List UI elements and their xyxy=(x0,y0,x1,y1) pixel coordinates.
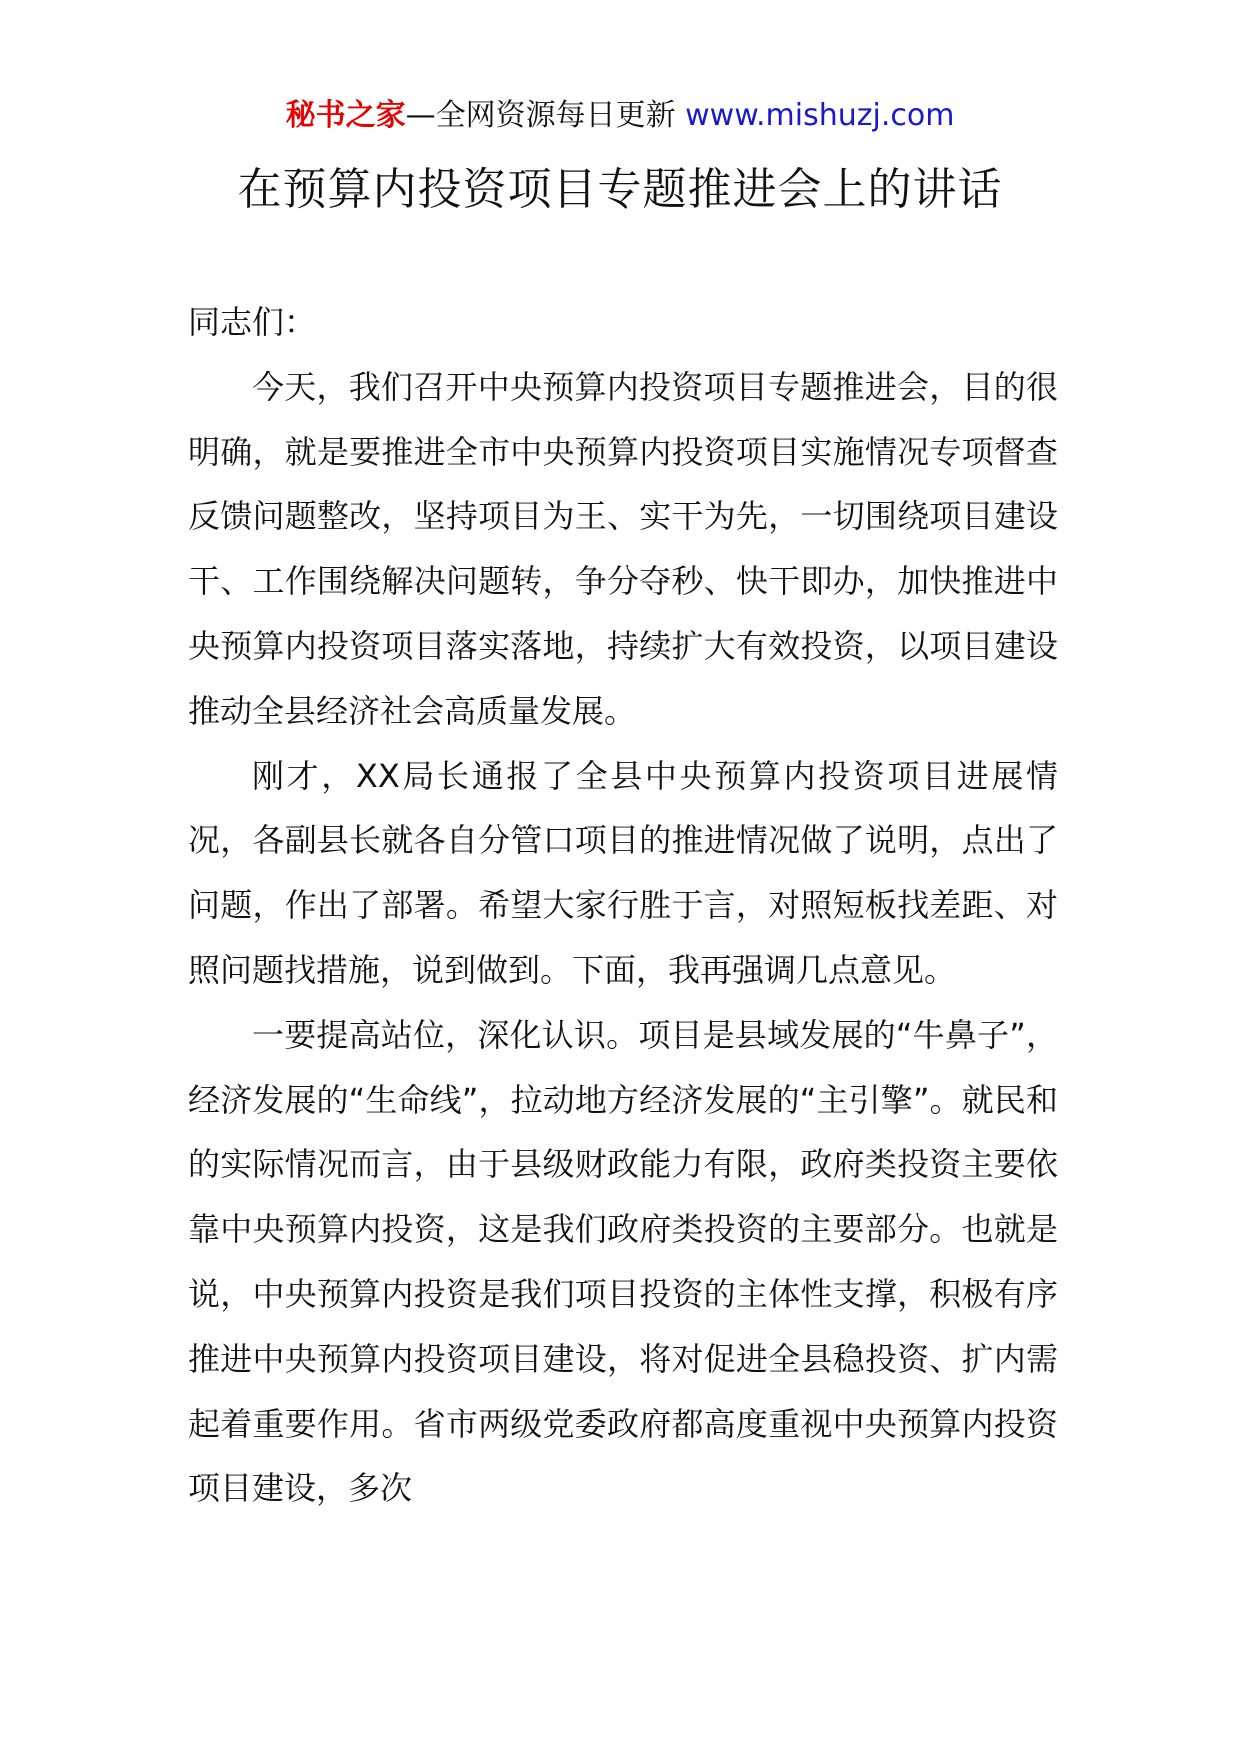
document-title: 在预算内投资项目专题推进会上的讲话 xyxy=(237,164,1003,215)
paragraph: 刚才，XX局长通报了全县中央预算内投资项目进展情况，各副县长就各自分管口项目的推进情况做了说明，点出了问题，作出了部署。希望大家行胜于言，对照短板找差距、对照问题找措施，说到做到。下面，我再强调几点意见。 xyxy=(188,756,1058,989)
paragraph: 一要提高站位，深化认识。项目是县域发展的“牛鼻子”，经济发展的“生命线”，拉动地方经济发展的“主引擎”。就民和的实际情况而言，由于县级财政能力有限，政府类投资主要依靠中央预算内投资，这是我们政府类投资的主要部分。也就是说，中央预算内投资是我们项目投资的主体性支撑，积极有序推进中央预算内投资项目建设，将对促进全县稳投资、扩内需起着重要作用。省市两级党委政府都高度重视中央预算内投资项目建设，多次 xyxy=(188,1015,1058,1508)
brand-name: 秘书之家 xyxy=(285,98,406,133)
watermark-header xyxy=(0,96,1240,136)
salutation: 同志们： xyxy=(188,303,317,341)
document-body xyxy=(188,290,1058,1521)
site-url[interactable]: www.mishuzj.com xyxy=(685,98,955,133)
paragraph: 今天，我们召开中央预算内投资项目专题推进会，目的很明确，就是要推进全市中央预算内投资项目实施情况专项督查反馈问题整改，坚持项目为王、实干为先，一切围绕项目建设干、工作围绕解决问题转，争分夺秒、快干即办，加快推进中央预算内投资项目落实落地，持续扩大有效投资，以项目建设推动全县经济社会高质量发展。 xyxy=(188,367,1058,730)
header-slogan: —全网资源每日更新 xyxy=(405,98,686,133)
